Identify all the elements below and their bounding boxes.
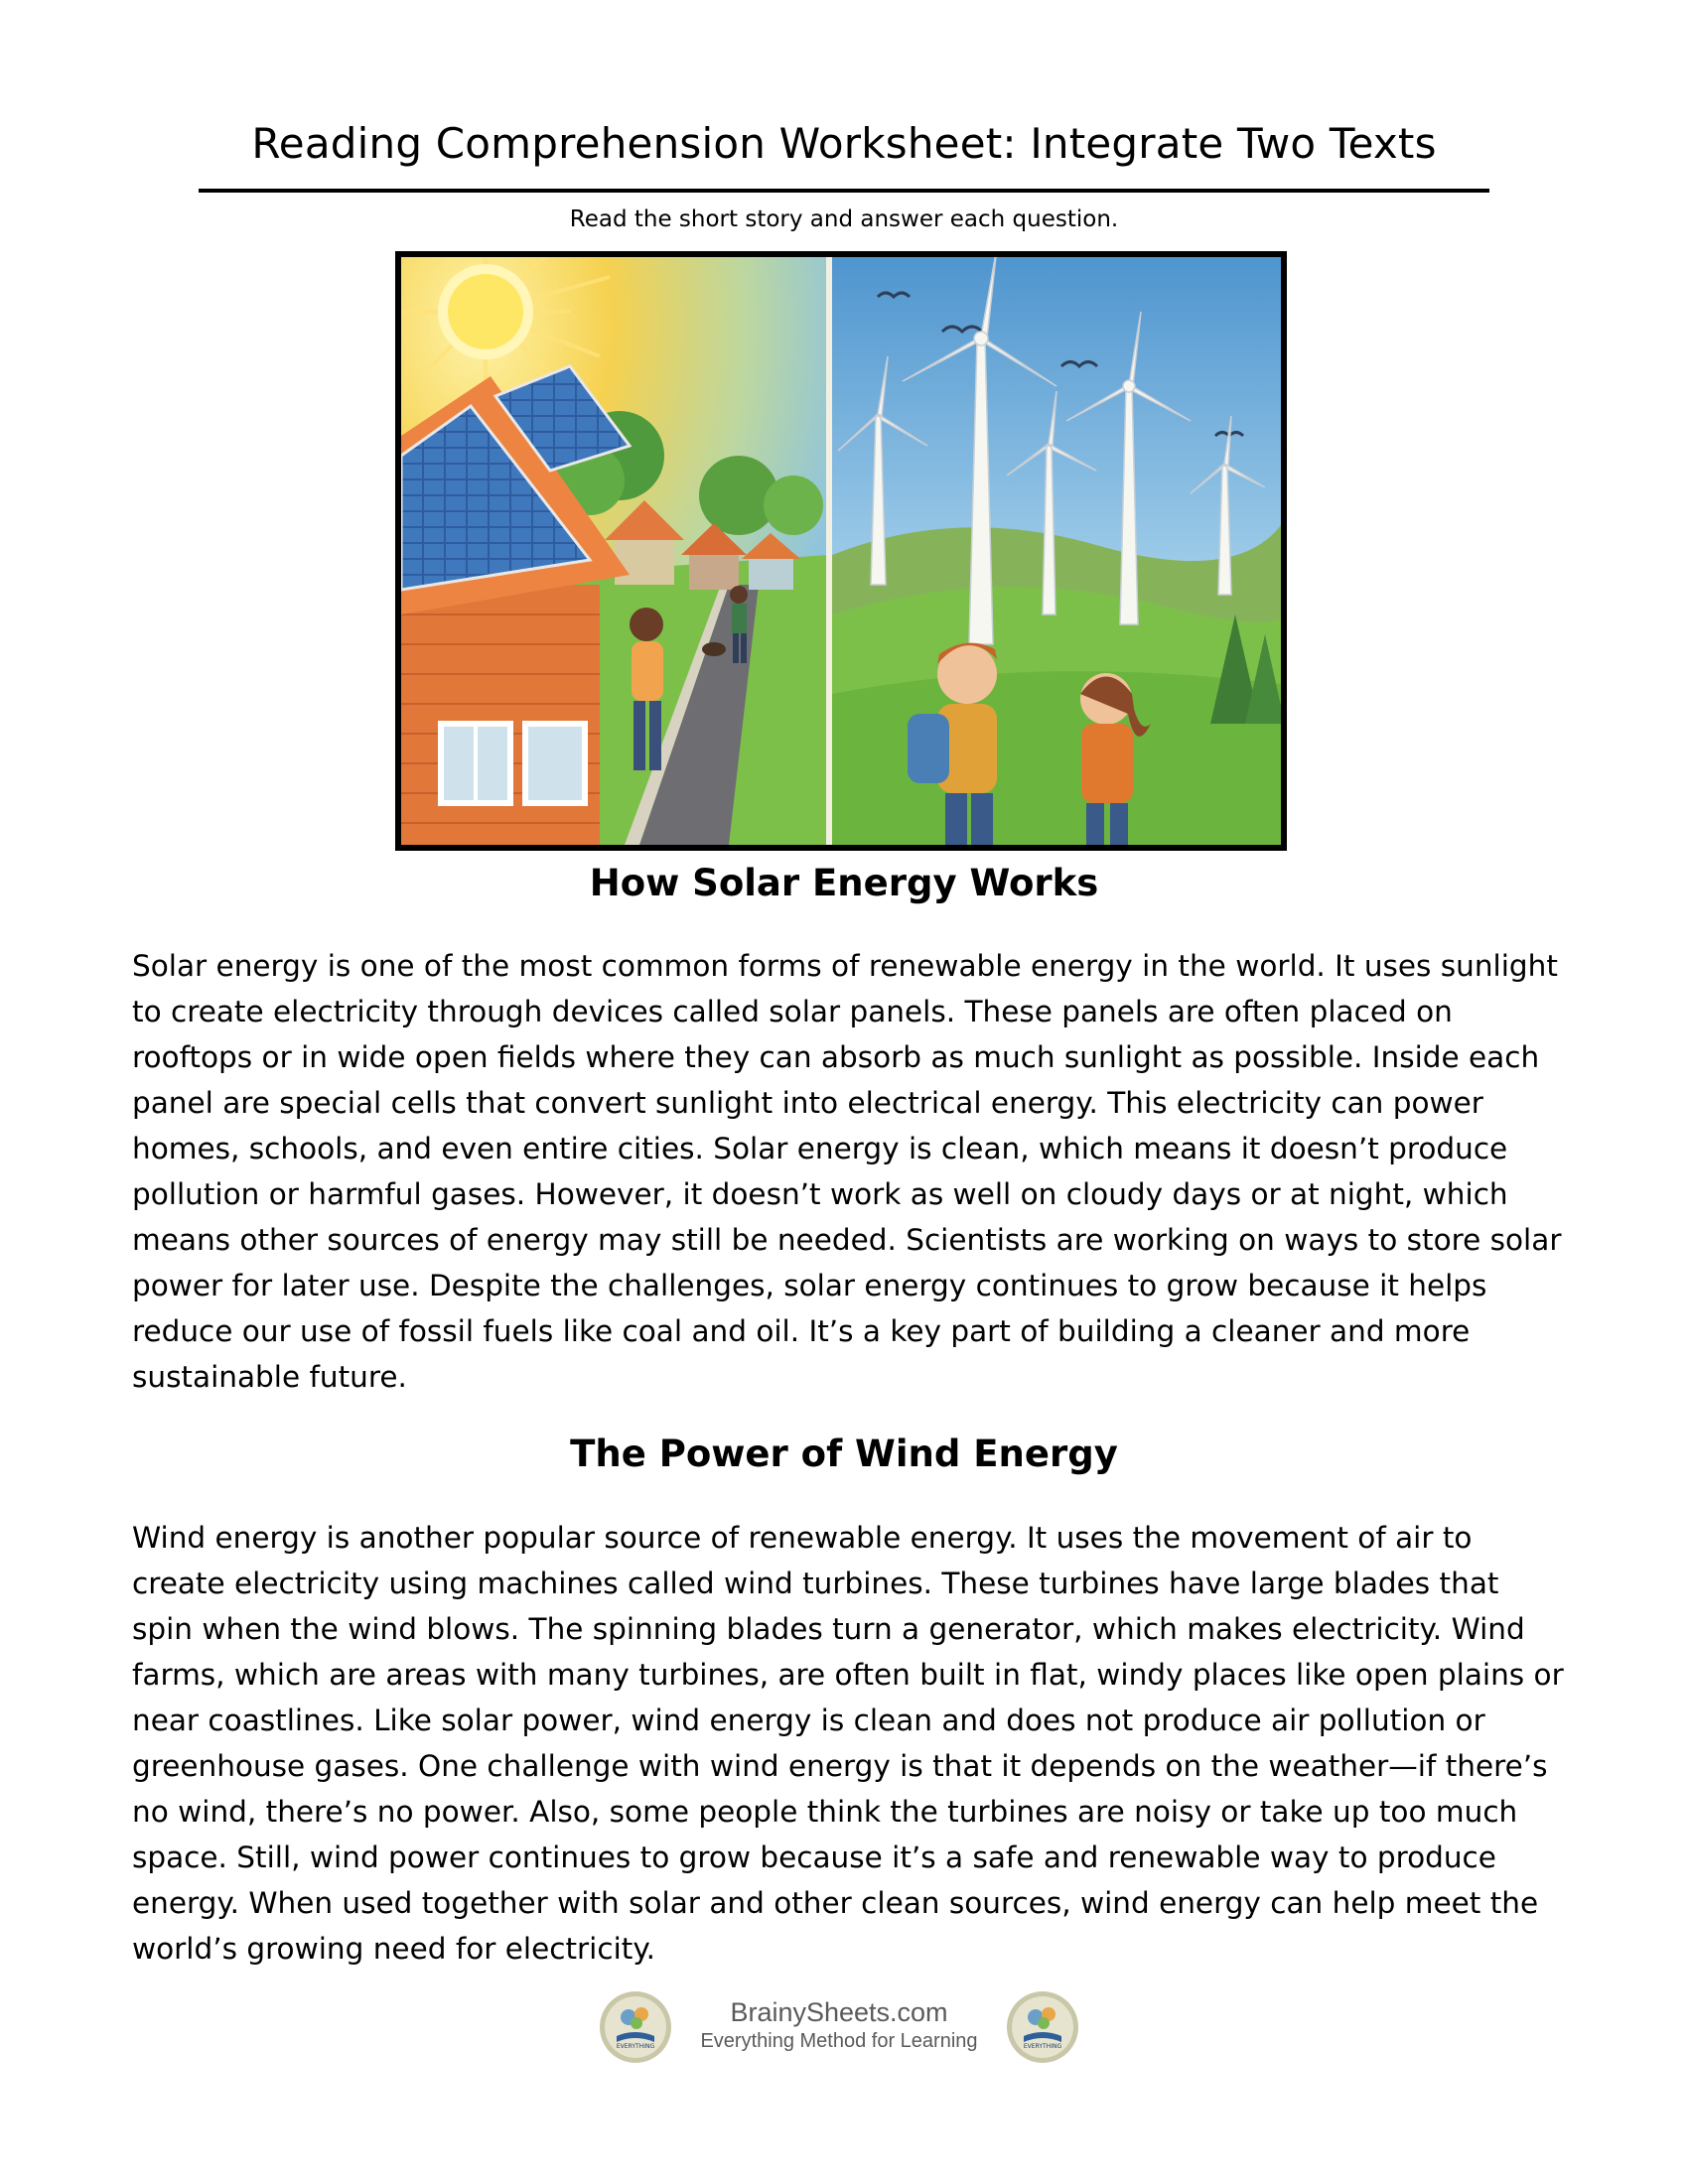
worksheet-instructions: Read the short story and answer each question. bbox=[569, 206, 1119, 232]
wind-scene bbox=[832, 257, 1281, 845]
svg-text:EVERYTHING: EVERYTHING bbox=[1023, 2043, 1062, 2050]
solar-scene bbox=[401, 257, 828, 845]
brainysheets-logo-icon bbox=[599, 1990, 672, 2064]
passage-heading-wind: The Power of Wind Energy bbox=[570, 1433, 1118, 1475]
passage-heading-solar: How Solar Energy Works bbox=[589, 862, 1099, 904]
brainysheets-logo-icon bbox=[1006, 1990, 1079, 2064]
site-footer bbox=[0, 1990, 1688, 2070]
scene-divider bbox=[826, 257, 832, 845]
passage-body-solar: Solar energy is one of the most common forms of renewable energy in the world. It uses sunlight to create electricity through devices called solar panels. These panels are often placed on rooftops or in wide open fields where they can absorb as much sunlight as possible. Inside each panel are special cells that convert sunlight into electrical energy. This electricity can power homes, schools, and even entire cities. Solar energy is clean, which means it doesn’t produce pollution or harmful gases. However, it doesn’t work as well on cloudy days or at night, which means other sources of energy may still be needed. Scientists are working on ways to store solar power for later use. Despite the challenges, solar energy continues to grow because it helps reduce our use of fossil fuels like coal and oil. It’s a key part of building a cleaner and more sustainable future. bbox=[132, 949, 1562, 1394]
worksheet-title: Reading Comprehension Worksheet: Integrate Two Texts bbox=[251, 119, 1437, 168]
footer-brand bbox=[685, 1996, 993, 2054]
footer-tagline: Everything Method for Learning bbox=[700, 2030, 978, 2052]
footer-site-name[interactable]: BrainySheets.com bbox=[730, 1997, 948, 2027]
passage-body-wind: Wind energy is another popular source of renewable energy. It uses the movement of air to create electricity using machines called wind turbines. These turbines have large blades that spin when the wind blows. The spinning blades turn a generator, which makes electricity. Wind farms, which are areas with many turbines, are often built in flat, windy places like open plains or near coastlines. Like solar power, wind energy is clean and does not produce air pollution or greenhouse gases. One challenge with wind energy is that it depends on the weather—if there’s no wind, there’s no power. Also, some people think the turbines are noisy or take up too much space. Still, wind power continues to grow because it’s a safe and renewable way to produce energy. When used together with solar and other clean sources, wind energy can help meet the world’s growing need for electricity. bbox=[132, 1521, 1564, 1966]
title-divider bbox=[199, 189, 1489, 193]
house-with-solar-panels bbox=[401, 366, 630, 845]
energy-illustration bbox=[395, 251, 1287, 851]
svg-text:EVERYTHING: EVERYTHING bbox=[616, 2043, 655, 2050]
